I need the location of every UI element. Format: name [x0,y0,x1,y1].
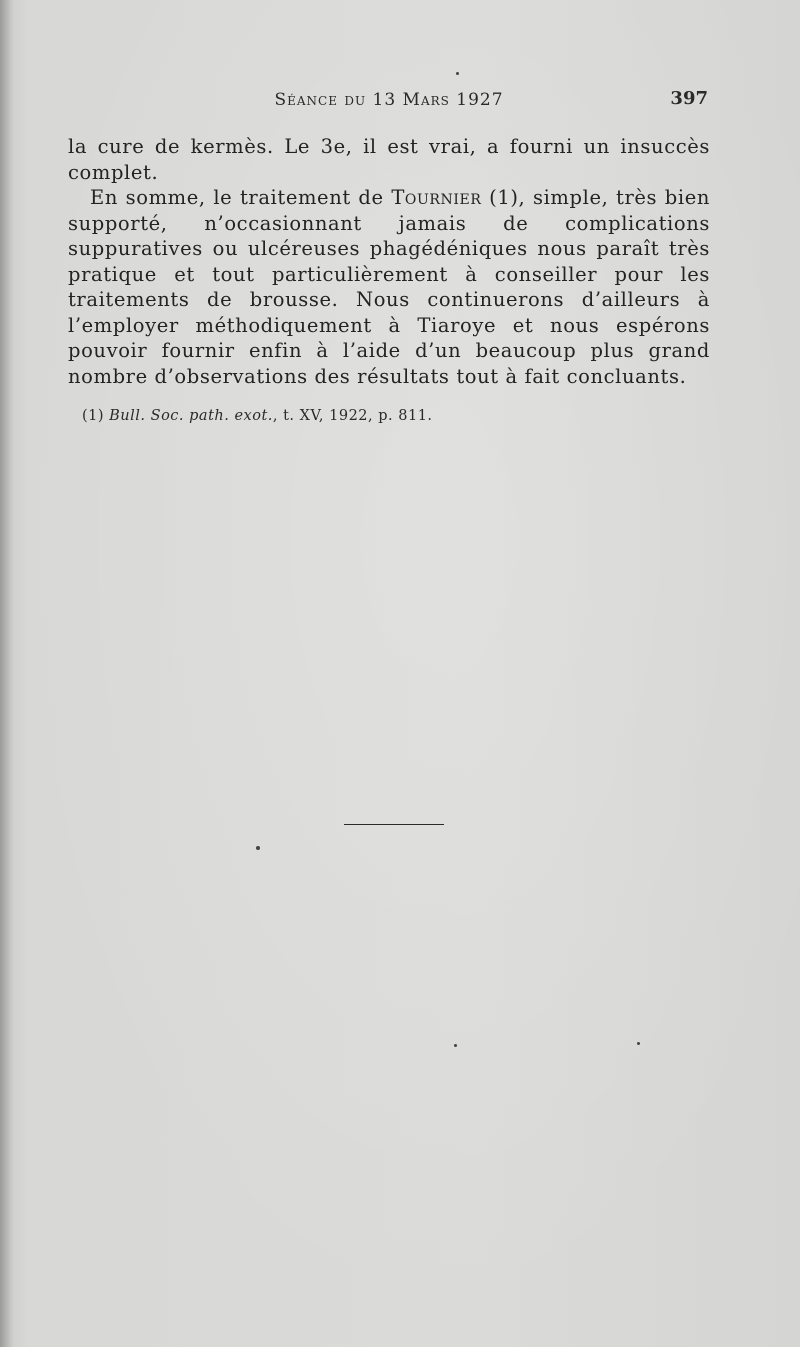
running-head [68,88,710,116]
running-title: Séance du 13 Mars 1927 [274,90,504,110]
section-separator [344,824,444,825]
ink-speck [456,72,459,75]
footnote [82,408,702,424]
footnote-marker: (1) [82,408,110,424]
body-text [68,134,710,389]
ink-speck [256,846,260,850]
paragraph-1: la cure de kermès. Le 3e, il est vrai, a fourni un insuccès complet. [68,135,710,184]
paragraph-2-part-b: (1), simple, très bien supporté, n’occasionnant jamais de complications suppuratives ou ulcéreuses phagédéniques nous paraît très pratique et tout particulièrement à conseiller pour les traitements de brousse. Nous continuerons d’ailleurs à l’employer méthodiquement à Tiaroye et nous espérons pouvoir fournir enfin à l’aide d’un beaucoup plus grand nombre d’observations des résultats tout à fait concluants. [68,186,710,388]
paragraph-2-part-a: En somme, le traitement de [90,186,392,209]
footnote-details: , t. XV, 1922, p. 811. [272,408,433,424]
paragraph-2 [68,185,710,389]
author-name: Tournier [391,186,482,209]
ink-speck [454,1044,457,1047]
footnote-journal: Bull. Soc. path. exot. [109,408,273,424]
page-number: 397 [670,88,708,109]
binding-shadow [0,0,14,1347]
ink-speck [637,1042,640,1045]
